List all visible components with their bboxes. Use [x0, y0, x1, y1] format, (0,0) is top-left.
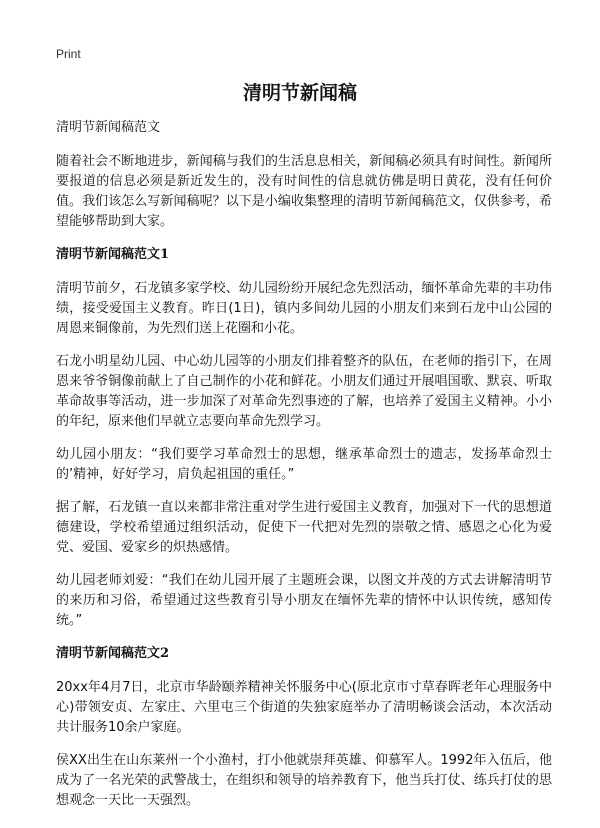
section-2-paragraph: 侯XX出生在山东莱州一个小渔村，打小他就崇拜英雄、仰慕军人。1992年入伍后，他成为了一名光荣的武警战士，在组织和领导的培养教育下，他当兵打仗、练兵打仗的思想观念一天比一天强烈。	[56, 753, 552, 808]
section-1-paragraph: 幼儿园小朋友：“我们要学习革命烈士的思想，继承革命烈士的遗志，发扬革命烈士的’精神，好好学习，肩负起祖国的重任。”	[56, 447, 552, 482]
intro-paragraph: 随着社会不断地进步，新闻稿与我们的生活息息相关，新闻稿必须具有时间性。新闻所要报道的信息必须是新近发生的，没有时间性的信息就仿佛是明日黄花，没有任何价值。我们该怎么写新闻稿呢？以下是小编收集整理的清明节新闻稿范文，仅供参考，希望能够帮助到大家。	[56, 154, 552, 229]
document-title: 清明节新闻稿	[242, 82, 357, 104]
section-1-paragraph: 幼儿园老师刘爱：“我们在幼儿园开展了主题班会课，以图文并茂的方式去讲解清明节的来历和习俗，希望通过这些教育引导小朋友在缅怀先辈的情怀中认识传统，感知传统。”	[56, 573, 552, 628]
section-2-paragraph: 20xx年4月7日，北京市华龄颐养精神关怀服务中心(原北京市寸草春晖老年心理服务中心)带领安贞、左家庄、六里屯三个街道的失独家庭举办了清明畅谈会活动，本次活动共计服务10余户家庭。	[56, 680, 552, 735]
print-label: Print	[56, 47, 81, 61]
section-heading-2: 清明节新闻稿范文2	[56, 646, 170, 661]
document-subtitle: 清明节新闻稿范文	[56, 120, 161, 135]
section-1-paragraph: 清明节前夕，石龙镇多家学校、幼儿园纷纷开展纪念先烈活动，缅怀革命先辈的丰功伟绩，接受爱国主义教育。昨日(1日)，镇内多间幼儿园的小朋友们来到石龙中山公园的周恩来铜像前，为先烈们送上花圈和小花。	[56, 281, 552, 336]
section-1-paragraph: 石龙小明星幼儿园、中心幼儿园等的小朋友们排着整齐的队伍，在老师的指引下，在周恩来爷爷铜像前献上了自己制作的小花和鲜花。小朋友们通过开展唱国歌、默哀、听取革命故事等活动，进一步加深了对革命先烈事迹的了解，也培养了爱国主义精神。小小的年纪，原来他们早就立志要向革命先烈学习。	[56, 354, 552, 429]
section-heading-1: 清明节新闻稿范文1	[56, 247, 170, 262]
document-body	[56, 118, 552, 824]
section-1-paragraph: 据了解，石龙镇一直以来都非常注重对学生进行爱国主义教育，加强对下一代的思想道德建设，学校希望通过组织活动，促使下一代把对先烈的崇敬之情、感恩之心化为爱党、爱国、爱家乡的炽热感情。	[56, 500, 552, 555]
